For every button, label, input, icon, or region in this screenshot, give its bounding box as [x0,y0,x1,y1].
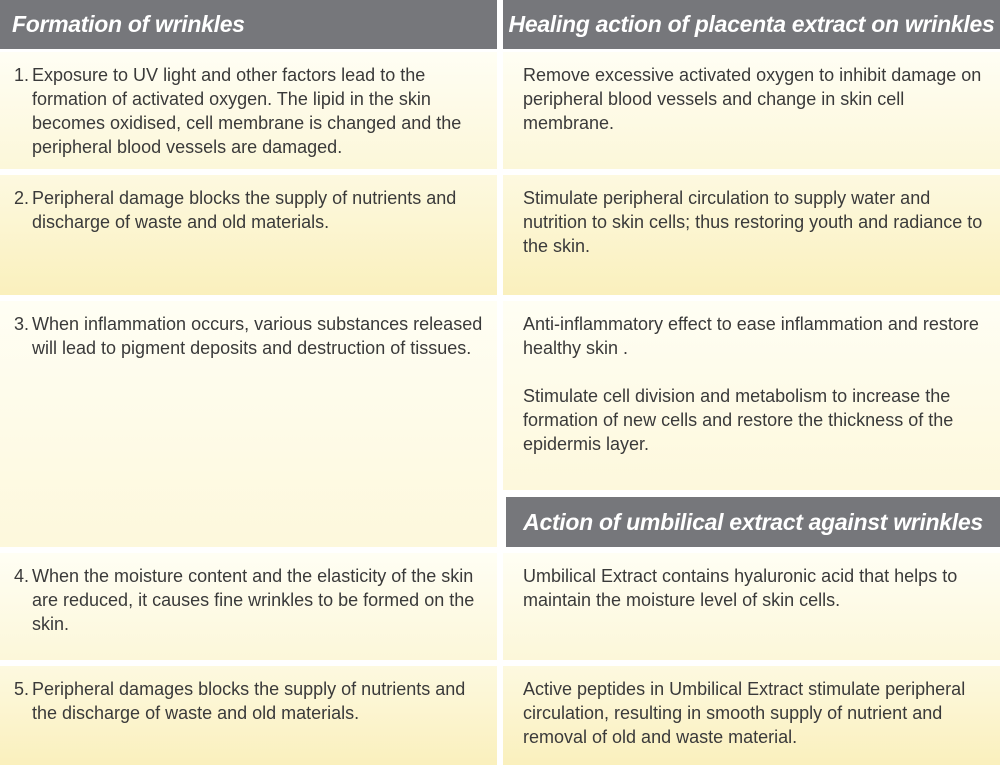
row-number: 5. [14,679,30,699]
cause-text: When the moisture content and the elasticity of the skin are reduced, it causes fine wrinkles to be formed on the skin. [32,566,475,634]
header-formation-of-wrinkles [0,0,497,49]
action-cell-5 [503,666,1000,765]
action-text: Umbilical Extract contains hyaluronic acid that helps to maintain the moisture level of skin cells. [523,566,958,610]
action-text-secondary: Stimulate cell division and metabolism to increase the formation of new cells and restore the thickness of the epidermis layer. [523,386,954,454]
cause-cell-2 [0,175,497,295]
row-number: 4. [14,566,30,586]
cause-cell-3 [0,301,497,547]
action-text: Stimulate peripheral circulation to supply water and nutrition to skin cells; thus restoring youth and radiance to the skin. [523,188,983,256]
cause-text: Exposure to UV light and other factors lead to the formation of activated oxygen. The lipid in the skin becomes oxidised, cell membrane is changed and the peripheral blood vessels are damaged. [32,65,462,157]
cause-cell-5 [0,666,497,765]
header-left-label: Formation of wrinkles [12,11,245,37]
action-cell-3 [503,301,1000,490]
action-cell-1 [503,52,1000,169]
header-umbilical-action [506,497,1000,547]
action-cell-2 [503,175,1000,295]
row-number: 1. [14,65,30,85]
header-right-label: Healing action of placenta extract on wrinkles [508,11,995,37]
header-placenta-action [503,0,1000,49]
action-text: Remove excessive activated oxygen to inhibit damage on peripheral blood vessels and change in skin cell membrane. [523,65,982,133]
action-text: Anti-inflammatory effect to ease inflammation and restore healthy skin . [523,314,979,358]
action-cell-4 [503,553,1000,660]
cause-cell-1 [0,52,497,169]
cause-text: Peripheral damage blocks the supply of nutrients and discharge of waste and old materials. [32,188,457,232]
cause-text: Peripheral damages blocks the supply of nutrients and the discharge of waste and old materials. [32,679,466,723]
row-number: 2. [14,188,30,208]
action-text: Active peptides in Umbilical Extract stimulate peripheral circulation, resulting in smooth supply of nutrient and removal of old and waste material. [523,679,966,747]
header-umbilical-label: Action of umbilical extract against wrinkles [523,508,983,535]
cause-cell-4 [0,553,497,660]
cause-text: When inflammation occurs, various substances released will lead to pigment deposits and destruction of tissues. [32,314,483,358]
row-number: 3. [14,314,30,334]
